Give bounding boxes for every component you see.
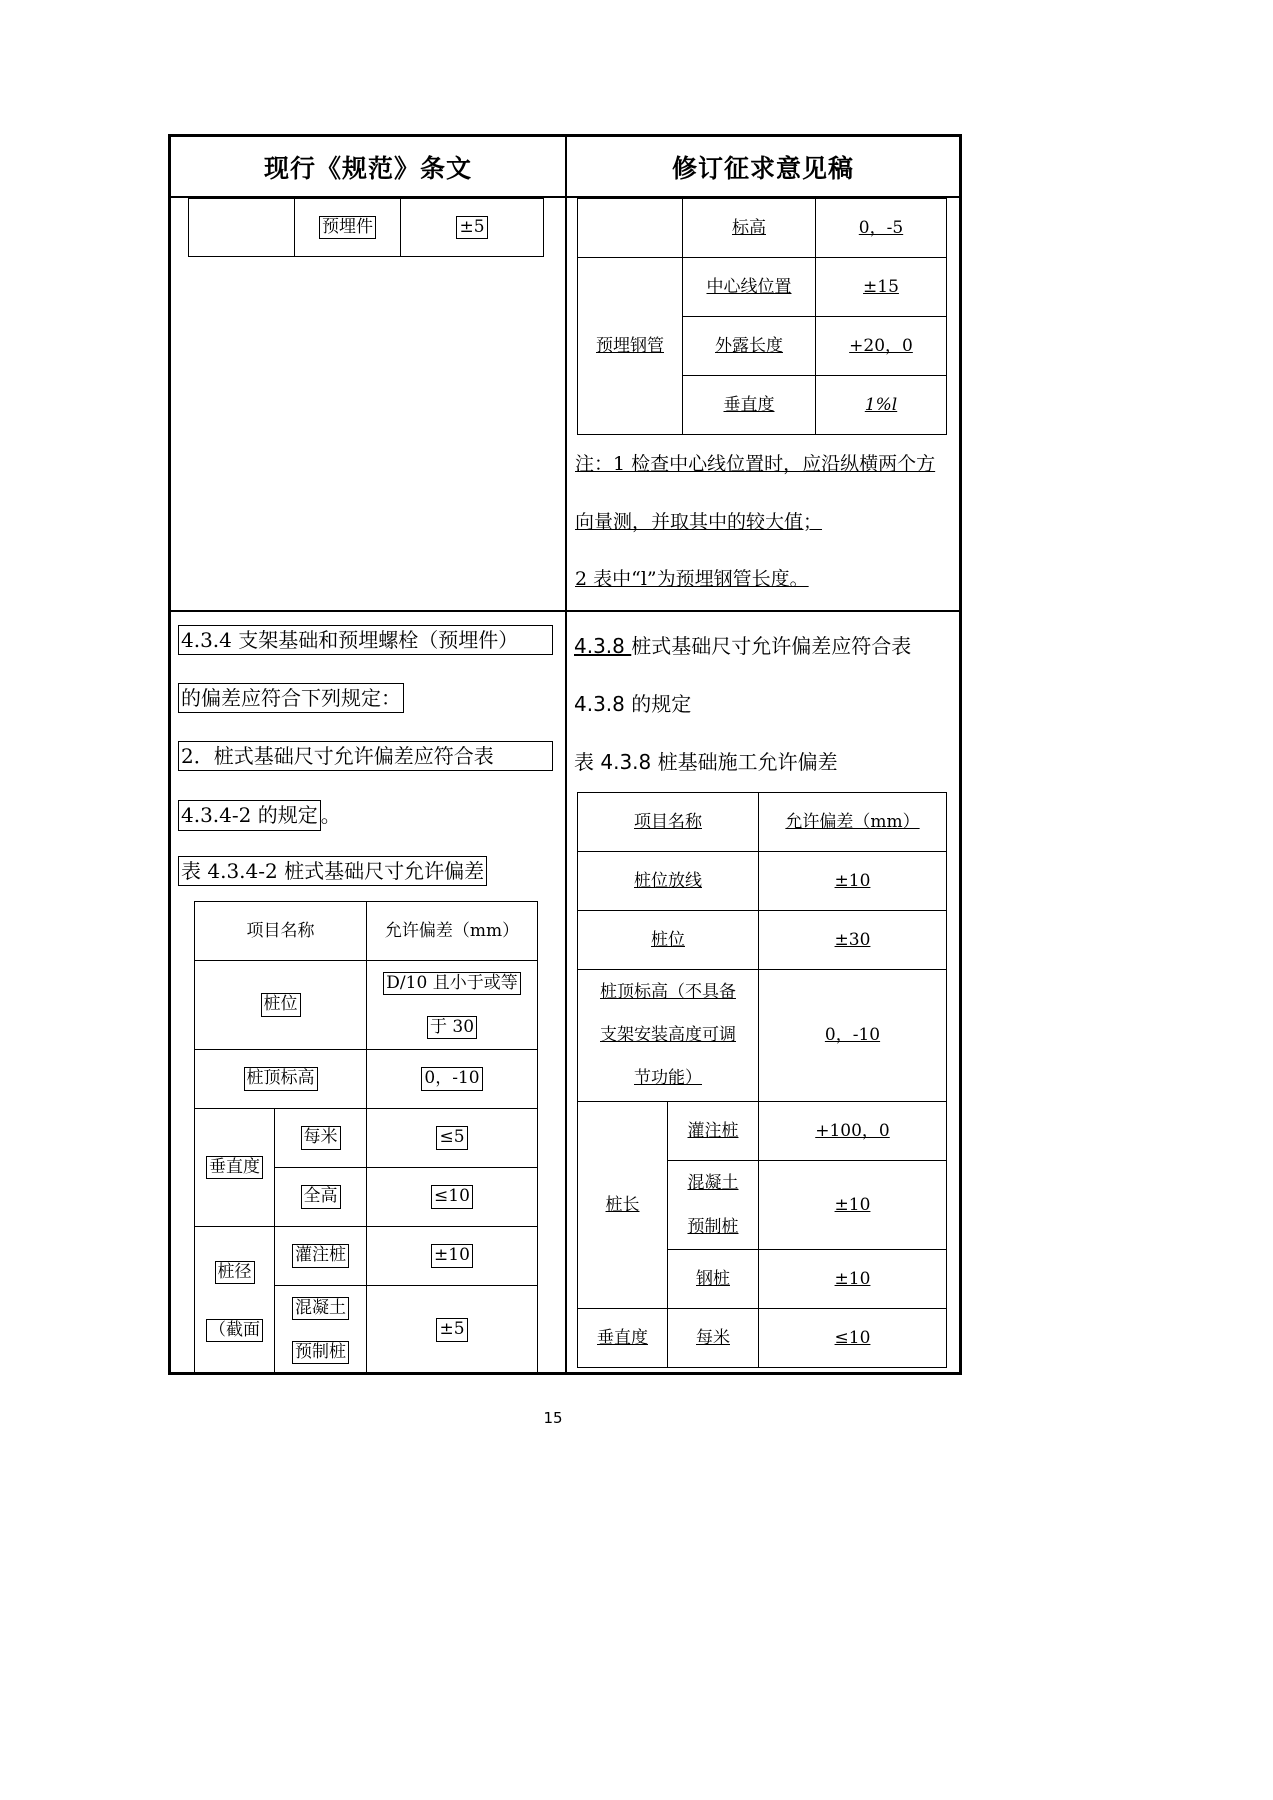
embedded-pipe-group: 预埋钢管 bbox=[578, 258, 683, 435]
table-cell bbox=[195, 1050, 367, 1109]
pile-top-elevation-label: 桩顶标高 bbox=[244, 1067, 318, 1090]
clause-period: 。 bbox=[320, 803, 341, 827]
full-height-value: ≤10 bbox=[431, 1185, 473, 1208]
cast-pile-label: 灌注桩 bbox=[292, 1244, 349, 1267]
exposed-length-value: +20，0 bbox=[816, 317, 947, 376]
pile-diameter-group-b: （截面 bbox=[206, 1319, 263, 1342]
column-divider bbox=[565, 137, 567, 1372]
note-line-3: 2 表中“l”为预埋钢管长度。 bbox=[575, 568, 809, 590]
precast-pile-value: ±10 bbox=[759, 1161, 947, 1250]
head-item: 项目名称 bbox=[578, 793, 759, 852]
clause-4-3-4-ref: 4.3.4-2 的规定 bbox=[178, 800, 321, 831]
table-cell bbox=[367, 1050, 538, 1109]
table-cell bbox=[367, 1109, 538, 1168]
clause-4-3-8-number: 4.3.8 bbox=[574, 634, 632, 658]
table-cell bbox=[367, 1227, 538, 1286]
clause-4-3-4-line-3: 2．桩式基础尺寸允许偏差应符合表 bbox=[178, 741, 553, 771]
per-meter-label: 每米 bbox=[668, 1309, 759, 1368]
precast-pile-label-b: 预制桩 bbox=[292, 1341, 349, 1364]
verticality-value: 1%l bbox=[816, 376, 947, 435]
pile-position-label: 桩位 bbox=[261, 993, 301, 1016]
page-number: 15 bbox=[543, 1409, 563, 1427]
exposed-length-label: 外露长度 bbox=[683, 317, 816, 376]
verticality-group: 垂直度 bbox=[206, 1156, 263, 1179]
table-cell bbox=[578, 970, 759, 1102]
head-value: 允许偏差（mm） bbox=[759, 793, 947, 852]
left-column-title: 现行《规范》条文 bbox=[263, 154, 472, 183]
cast-pile-value: +100，0 bbox=[759, 1102, 947, 1161]
left-pile-deviation-table bbox=[194, 901, 538, 1375]
precast-pile-label-a: 混凝土 bbox=[292, 1297, 349, 1320]
embedded-part-value: ±5 bbox=[456, 216, 487, 239]
pile-top-label-b: 支架安装高度可调 bbox=[600, 1025, 736, 1045]
pile-stakeout-label: 桩位放线 bbox=[578, 852, 759, 911]
center-line-label: 中心线位置 bbox=[683, 258, 816, 317]
clause-4-3-8-line-1 bbox=[574, 636, 911, 656]
pile-top-label-c: 节功能） bbox=[634, 1068, 702, 1088]
table-cell bbox=[401, 199, 544, 257]
clause-4-3-4-line-4 bbox=[178, 800, 341, 831]
steel-pile-label: 钢桩 bbox=[668, 1250, 759, 1309]
cast-pile-value: ±10 bbox=[431, 1244, 473, 1267]
pile-top-label-a: 桩顶标高（不具备 bbox=[600, 982, 736, 1002]
clause-4-3-8-line-2: 4.3.8 的规定 bbox=[574, 692, 692, 716]
verticality-label: 垂直度 bbox=[683, 376, 816, 435]
embedded-part-label: 预埋件 bbox=[319, 216, 376, 239]
pile-diameter-group-a: 桩径 bbox=[215, 1261, 255, 1284]
pile-position-value-b: 于 30 bbox=[427, 1016, 477, 1039]
cast-pile-label: 灌注桩 bbox=[668, 1102, 759, 1161]
pile-top-value: 0，-10 bbox=[759, 970, 947, 1102]
note-line-2: 向量测，并取其中的较大值； bbox=[575, 511, 823, 533]
table-cell bbox=[275, 1286, 367, 1375]
center-line-value: ±15 bbox=[816, 258, 947, 317]
table-cell bbox=[367, 1168, 538, 1227]
head-value: 允许偏差（mm） bbox=[367, 902, 538, 961]
left-embedded-parts-table bbox=[188, 198, 544, 257]
precast-pile-label-b: 预制桩 bbox=[687, 1217, 739, 1237]
right-table-caption: 表 4.3.8 桩基础施工允许偏差 bbox=[574, 750, 838, 774]
right-embedded-pipe-table bbox=[577, 198, 947, 435]
row-divider bbox=[171, 610, 959, 612]
head-item: 项目名称 bbox=[195, 902, 367, 961]
table-cell bbox=[275, 1168, 367, 1227]
note-line-1: 注：1 检查中心线位置时，应沿纵横两个方 bbox=[575, 453, 936, 475]
verticality-group: 垂直度 bbox=[578, 1309, 668, 1368]
right-column-title: 修订征求意见稿 bbox=[671, 154, 854, 183]
pile-top-elevation-value: 0，-10 bbox=[421, 1067, 482, 1090]
table-cell bbox=[195, 961, 367, 1050]
table-cell bbox=[367, 1286, 538, 1375]
pile-position-label: 桩位 bbox=[578, 911, 759, 970]
table-cell bbox=[275, 1227, 367, 1286]
table-cell bbox=[275, 1109, 367, 1168]
precast-pile-label-a: 混凝土 bbox=[687, 1173, 739, 1193]
pile-position-value: ±30 bbox=[759, 911, 947, 970]
pile-stakeout-value: ±10 bbox=[759, 852, 947, 911]
table-cell bbox=[578, 199, 683, 258]
pile-position-value-a: D/10 且小于或等 bbox=[383, 972, 520, 995]
table-cell bbox=[195, 1227, 275, 1375]
clause-4-3-8-text: 桩式基础尺寸允许偏差应符合表 bbox=[631, 634, 912, 658]
full-height-label: 全高 bbox=[301, 1185, 341, 1208]
table-cell bbox=[367, 961, 538, 1050]
elevation-value: 0，-5 bbox=[816, 199, 947, 258]
clause-4-3-4-line-2: 的偏差应符合下列规定： bbox=[178, 683, 404, 713]
right-pile-deviation-table bbox=[577, 792, 947, 1368]
table-cell bbox=[195, 1109, 275, 1227]
per-meter-label: 每米 bbox=[301, 1126, 341, 1149]
steel-pile-value: ±10 bbox=[759, 1250, 947, 1309]
per-meter-value: ≤5 bbox=[436, 1126, 467, 1149]
left-table-caption: 表 4.3.4-2 桩式基础尺寸允许偏差 bbox=[178, 856, 487, 886]
per-meter-value: ≤10 bbox=[759, 1309, 947, 1368]
table-cell bbox=[295, 199, 401, 257]
elevation-label: 标高 bbox=[683, 199, 816, 258]
table-cell bbox=[189, 199, 295, 257]
table-cell bbox=[668, 1161, 759, 1250]
pile-length-group: 桩长 bbox=[578, 1102, 668, 1309]
precast-pile-value: ±5 bbox=[436, 1318, 467, 1341]
clause-4-3-4-line-1: 4.3.4 支架基础和预埋螺栓（预埋件） bbox=[178, 625, 553, 655]
